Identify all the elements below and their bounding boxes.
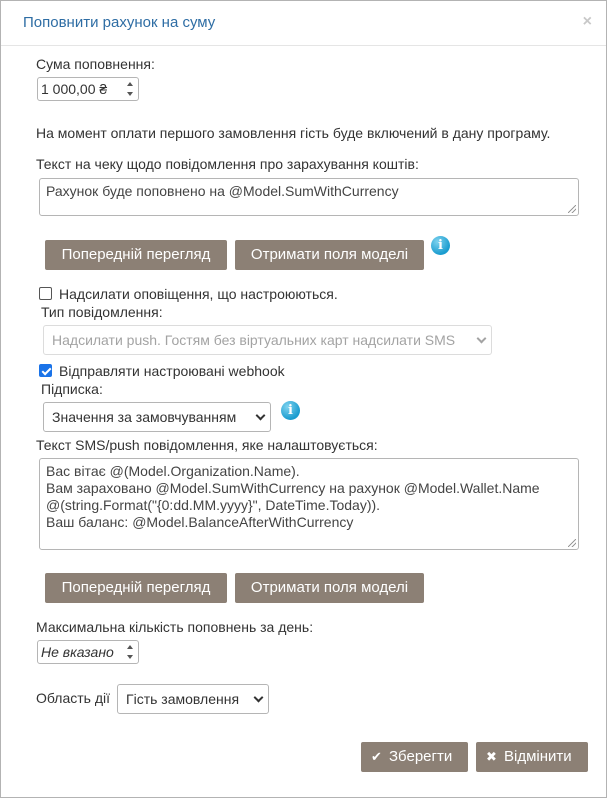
amount-label: Сума поповнення: bbox=[36, 56, 155, 72]
save-button[interactable] bbox=[361, 742, 468, 772]
dialog-title: Поповнити рахунок на суму bbox=[23, 14, 216, 31]
message-type-label: Тип повідомлення: bbox=[41, 304, 163, 320]
save-button-label: Зберегти bbox=[389, 748, 453, 765]
sms-text-line: Ваш баланс: @Model.BalanceAfterWithCurrency bbox=[46, 514, 354, 530]
check-icon: ✔ bbox=[371, 749, 382, 764]
x-icon: ✖ bbox=[486, 749, 497, 764]
cancel-button[interactable] bbox=[476, 742, 588, 772]
sms-text-field[interactable] bbox=[39, 458, 579, 550]
receipt-text-label: Текст на чеку щодо повідомлення про зарахування коштів: bbox=[36, 156, 419, 172]
notify-checkbox-label: Надсилати оповіщення, що настроюються. bbox=[59, 286, 338, 302]
chevron-down-icon bbox=[477, 334, 487, 344]
close-icon[interactable]: × bbox=[582, 13, 592, 30]
max-per-day-stepper[interactable] bbox=[37, 640, 139, 664]
dialog-header bbox=[1, 1, 606, 46]
resize-handle-icon[interactable] bbox=[568, 539, 576, 547]
scope-select[interactable] bbox=[117, 684, 269, 714]
info-icon[interactable]: i bbox=[281, 401, 300, 420]
subscription-label: Підписка: bbox=[41, 381, 103, 397]
scope-value: Гість замовлення bbox=[126, 691, 240, 707]
subscription-select[interactable] bbox=[43, 402, 271, 432]
chevron-down-icon bbox=[256, 411, 266, 421]
chevron-down-icon bbox=[254, 693, 264, 703]
sms-text-label: Текст SMS/push повідомлення, яке налаштовується: bbox=[36, 437, 378, 453]
get-model-fields-button[interactable]: Отримати поля моделі bbox=[235, 573, 424, 603]
spinner-arrows-icon[interactable] bbox=[126, 643, 135, 661]
sms-text-line: Вас вітає @(Model.Organization.Name). bbox=[46, 463, 300, 479]
preview-button[interactable]: Попередній перегляд bbox=[45, 240, 227, 270]
spinner-arrows-icon[interactable] bbox=[126, 80, 135, 98]
amount-value: 1 000,00 ₴ bbox=[41, 81, 108, 97]
subscription-value: Значення за замовчуванням bbox=[52, 409, 237, 425]
message-type-select bbox=[43, 325, 492, 355]
sms-text-line: @(string.Format("{0:dd.MM.yyyy}", DateTime.Today)). bbox=[46, 497, 381, 513]
webhook-checkbox[interactable] bbox=[39, 364, 52, 377]
max-per-day-label: Максимальна кількість поповнень за день: bbox=[36, 619, 314, 635]
preview-button[interactable]: Попередній перегляд bbox=[45, 573, 227, 603]
scope-label: Область дії bbox=[36, 690, 110, 706]
receipt-text-field[interactable] bbox=[39, 178, 579, 216]
receipt-text-value: Рахунок буде поповнено на @Model.SumWithCurrency bbox=[46, 183, 399, 199]
resize-handle-icon[interactable] bbox=[568, 205, 576, 213]
notify-checkbox[interactable] bbox=[39, 287, 52, 300]
program-note: На момент оплати першого замовлення гість буде включений в дану програму. bbox=[36, 125, 551, 141]
amount-stepper[interactable] bbox=[37, 77, 139, 101]
cancel-button-label: Відмінити bbox=[504, 748, 572, 765]
sms-text-line: Вам зараховано @Model.SumWithCurrency на рахунок @Model.Wallet.Name bbox=[46, 480, 540, 496]
info-icon[interactable]: i bbox=[431, 236, 450, 255]
webhook-checkbox-label: Відправляти настроювані webhook bbox=[59, 363, 285, 379]
message-type-value: Надсилати push. Гостям без віртуальних карт надсилати SMS bbox=[52, 332, 456, 348]
get-model-fields-button[interactable]: Отримати поля моделі bbox=[235, 240, 424, 270]
max-per-day-value: Не вказано bbox=[41, 644, 114, 660]
